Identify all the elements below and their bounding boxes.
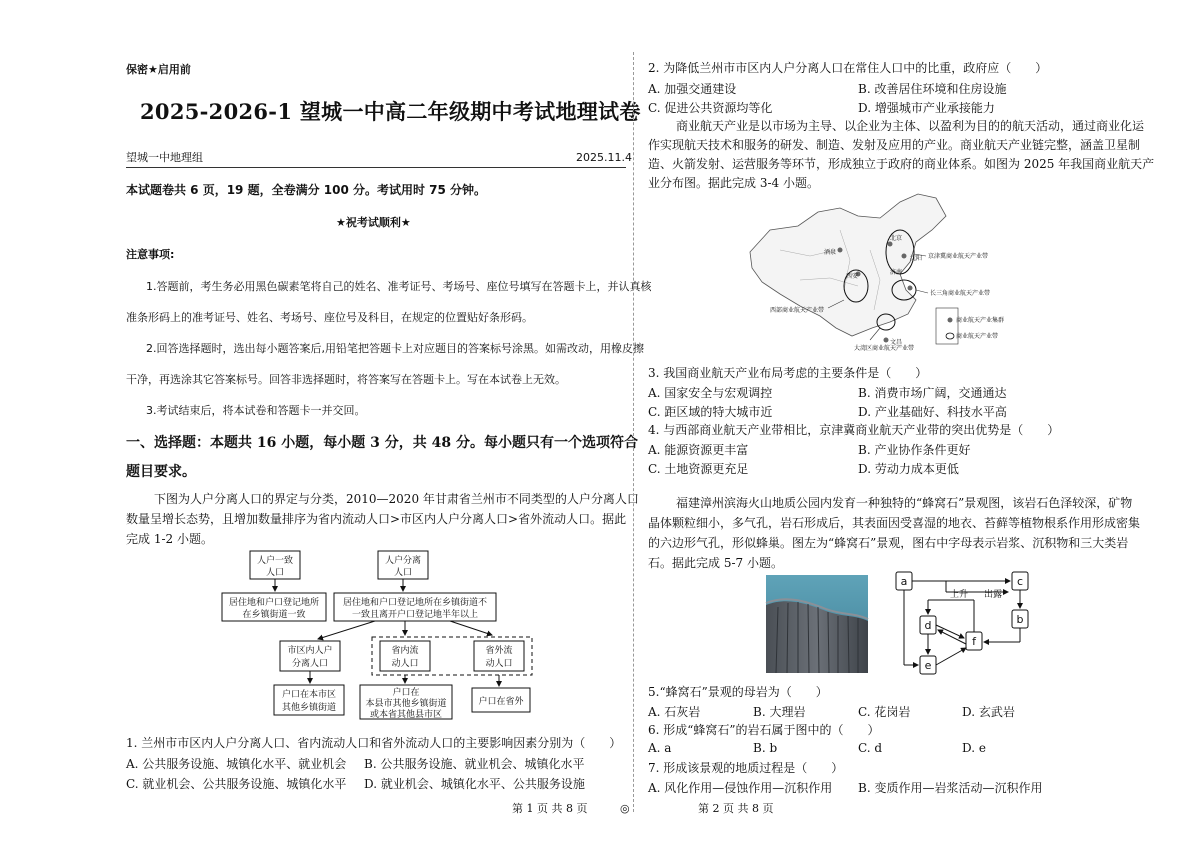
svg-text:京津冀商业航天产业带: 京津冀商业航天产业带 [928,253,989,260]
svg-text:商业航天产业带: 商业航天产业带 [956,333,999,340]
svg-text:文昌: 文昌 [890,339,903,346]
q4-option-c[interactable]: C. 土地资源更充足 [648,462,749,476]
q2-option-c[interactable]: C. 促进公共资源均等化 [648,101,773,115]
q5-stem: 5.“蜂窝石”景观的母岩为（ ） [648,685,828,699]
q2-stem: 2. 为降低兰州市市区内人户分离人口在常住人口中的比重，政府应（ ） [648,61,1048,75]
q5-option-a[interactable]: A. 石灰岩 [648,705,701,719]
passage-3-line-4: 石。据此完成 5-7 小题。 [648,556,783,570]
svg-text:户口在: 户口在 [392,688,420,698]
page-number-left: 第 1 页 共 8 页 [512,802,588,815]
svg-text:济南: 济南 [890,269,903,276]
svg-text:动人口: 动人口 [485,659,513,669]
note-2-line-1: 2.回答选择题时，选出每小题答案后,用铅笔把答题卡上对应题目的答案标号涂黑。如需改动，用橡皮擦 [146,342,644,355]
q4-option-a[interactable]: A. 能源资源更丰富 [648,443,749,457]
svg-text:户口在省外: 户口在省外 [478,697,524,707]
q1-option-a[interactable]: A. 公共服务设施、城镇化水平、就业机会 [126,757,347,771]
q7-option-a[interactable]: A. 风化作用—侵蚀作用—沉积作用 [648,781,833,795]
notes-heading: 注意事项: [126,248,175,261]
svg-text:居住地和户口登记地所: 居住地和户口登记地所 [228,598,320,608]
page-divider [633,52,634,812]
exam-title: 2025-2026-1 望城一中高二年级期中考试地理试卷 [140,99,641,124]
q2-option-d[interactable]: D. 增强城市产业承接能力 [858,101,995,115]
page-number-right: 第 2 页 共 8 页 [698,802,774,815]
exam-info: 本试题卷共 6 页，19 题，全卷满分 100 分。考试用时 75 分钟。 [126,183,487,197]
svg-text:户口在本市区: 户口在本市区 [281,690,337,700]
center-mark: ◎ [620,802,630,815]
svg-text:出露: 出露 [984,590,1003,600]
rock-cycle-diagram [890,570,1040,678]
passage-3-line-3: 的六边形气孔，形似蜂巢。图左为“蜂窝石”景观，图右中字母表示岩浆、沉积物和三大类岩 [648,536,1129,550]
section-1-heading: 一、选择题：本题共 16 小题，每小题 3 分，共 48 分。每小题只有一个选项符合 [126,435,638,451]
passage-3-line-1: 福建漳州滨海火山地质公园内发育一种独特的“蜂窝石”景观图，该岩石色泽较深，矿物 [676,496,1133,510]
q3-stem: 3. 我国商业航天产业布局考虑的主要条件是（ ） [648,366,928,380]
svg-text:市区内人户: 市区内人户 [287,646,333,656]
svg-text:在乡镇街道一致: 在乡镇街道一致 [242,610,306,620]
q6-option-b[interactable]: B. b [753,741,778,755]
good-luck: ★祝考试顺利★ [336,216,411,229]
svg-text:其他乡镇街道: 其他乡镇街道 [281,703,337,713]
passage-2-line-4: 业分布图。据此完成 3-4 小题。 [648,176,819,190]
q1-stem: 1. 兰州市市区内人户分离人口、省内流动人口和省外流动人口的主要影响因素分别为（ ） [126,736,622,750]
q3-option-d[interactable]: D. 产业基础好、科技水平高 [858,405,1007,419]
svg-text:人户分离: 人户分离 [384,556,422,566]
note-2-line-2: 干净，再选涂其它答案标号。回答非选择题时，将答案写在答题卡上。写在本试卷上无效。 [126,373,566,386]
svg-text:人口: 人口 [265,568,285,578]
q1-option-d[interactable]: D. 就业机会、城镇化水平、公共服务设施 [364,777,585,791]
q5-option-d[interactable]: D. 玄武岩 [962,705,1015,719]
passage-2-line-3: 造、火箭发射、运营服务等环节，形成独立于政府的商业体系。如图为 2025 年我国商业航天产 [648,157,1155,171]
author-group: 望城一中地理组 [126,151,203,164]
svg-text:省外流: 省外流 [485,646,513,656]
passage-1-line-3: 完成 1-2 小题。 [126,532,213,546]
commercial-space-map [740,190,1005,362]
q1-option-b[interactable]: B. 公共服务设施、就业机会、城镇化水平 [364,757,585,771]
svg-text:b: b [1016,613,1024,626]
q3-option-a[interactable]: A. 国家安全与宏观调控 [648,386,773,400]
passage-3-line-2: 晶体颗粒细小，多气孔，岩石形成后，其表面因受喜湿的地衣、苔藓等植物根系作用形成密集 [648,516,1141,530]
svg-text:人户一致: 人户一致 [256,556,294,566]
svg-text:a: a [900,575,908,588]
confidential-mark: 保密★启用前 [126,63,191,76]
passage-2-line-2: 作实现航天技术和服务的研发、制造、发射及应用的产业。商业航天产业链完整，涵盖卫星制 [648,138,1141,152]
box-floating-group [372,637,532,675]
svg-text:一致且离开户口登记地半年以上: 一致且离开户口登记地半年以上 [351,610,479,620]
svg-text:北京: 北京 [890,235,903,242]
q2-option-a[interactable]: A. 加强交通建设 [648,82,737,96]
section-1-heading-cont: 题目要求。 [126,464,196,480]
note-1-line-1: 1.答题前，考生务必用黑色碳素笔将自己的姓名、准考证号、考场号、座位号填写在答题卡上，并认真核 [146,280,652,293]
svg-text:西安: 西安 [846,273,859,280]
svg-text:长三角商业航天产业带: 长三角商业航天产业带 [930,290,991,297]
q3-option-c[interactable]: C. 距区域的特大城市近 [648,405,773,419]
passage-1-line-1: 下图为人户分离人口的界定与分类，2010—2020 年甘肃省兰州市不同类型的人户分离人口 [154,492,639,506]
q1-option-c[interactable]: C. 就业机会、公共服务设施、城镇化水平 [126,777,347,791]
q4-option-b[interactable]: B. 产业协作条件更好 [858,443,971,457]
q3-option-b[interactable]: B. 消费市场广阔，交通通达 [858,386,1007,400]
svg-text:本县市其他乡镇街道: 本县市其他乡镇街道 [365,699,447,709]
q4-option-d[interactable]: D. 劳动力成本更低 [858,462,959,476]
q5-option-b[interactable]: B. 大理岩 [753,705,806,719]
svg-text:酒泉: 酒泉 [824,249,837,256]
svg-text:省内流: 省内流 [391,646,419,656]
q6-option-d[interactable]: D. e [962,741,986,755]
svg-text:动人口: 动人口 [391,659,419,669]
svg-text:e: e [924,659,932,672]
q7-option-b[interactable]: B. 变质作用—岩浆活动—沉积作用 [858,781,1043,795]
household-separation-diagram [210,545,540,725]
svg-text:居住地和户口登记地所在乡镇街道不: 居住地和户口登记地所在乡镇街道不 [342,598,488,608]
q6-option-a[interactable]: A. a [648,741,672,755]
map-legend [946,316,1004,340]
svg-text:f: f [972,635,976,648]
svg-text:人口: 人口 [393,568,413,578]
svg-text:大湾区商业航天产业带: 大湾区商业航天产业带 [854,345,915,352]
note-3: 3.考试结束后，将本试卷和答题卡一并交回。 [146,404,366,417]
svg-text:商业航天产业集群: 商业航天产业集群 [956,317,1005,324]
header-rule [126,167,626,168]
svg-text:西部商业航天产业带: 西部商业航天产业带 [770,307,825,314]
china-outline [750,194,946,336]
q6-stem: 6. 形成“蜂窝石”的岩石属于图中的（ ） [648,723,880,737]
note-1-line-2: 准条形码上的准考证号、姓名、考场号、座位号及科目，在规定的位置贴好条形码。 [126,311,533,324]
q6-option-c[interactable]: C. d [858,741,883,755]
svg-text:或本省其他县市区: 或本省其他县市区 [369,710,443,720]
svg-text:c: c [1016,575,1024,588]
q4-stem: 4. 与西部商业航天产业带相比，京津冀商业航天产业带的突出优势是（ ） [648,423,1060,437]
passage-2-line-1: 商业航天产业是以市场为主导、以企业为主体、以盈利为目的的航天活动，通过商业化运 [676,119,1145,133]
svg-text:上升: 上升 [950,590,969,600]
q7-stem: 7. 形成该景观的地质过程是（ ） [648,761,844,775]
svg-text:沈阳: 沈阳 [910,255,923,262]
svg-text:d: d [924,619,932,632]
honeycomb-rock-photo [766,575,868,673]
exam-date: 2025.11.4 [576,151,632,164]
svg-text:分离人口: 分离人口 [291,659,329,669]
passage-1-line-2: 数量呈增长态势，且增加数量排序为省内流动人口>市区内人户分离人口>省外流动人口。据此 [126,512,627,526]
q5-option-c[interactable]: C. 花岗岩 [858,705,911,719]
q2-option-b[interactable]: B. 改善居住环境和住房设施 [858,82,1007,96]
